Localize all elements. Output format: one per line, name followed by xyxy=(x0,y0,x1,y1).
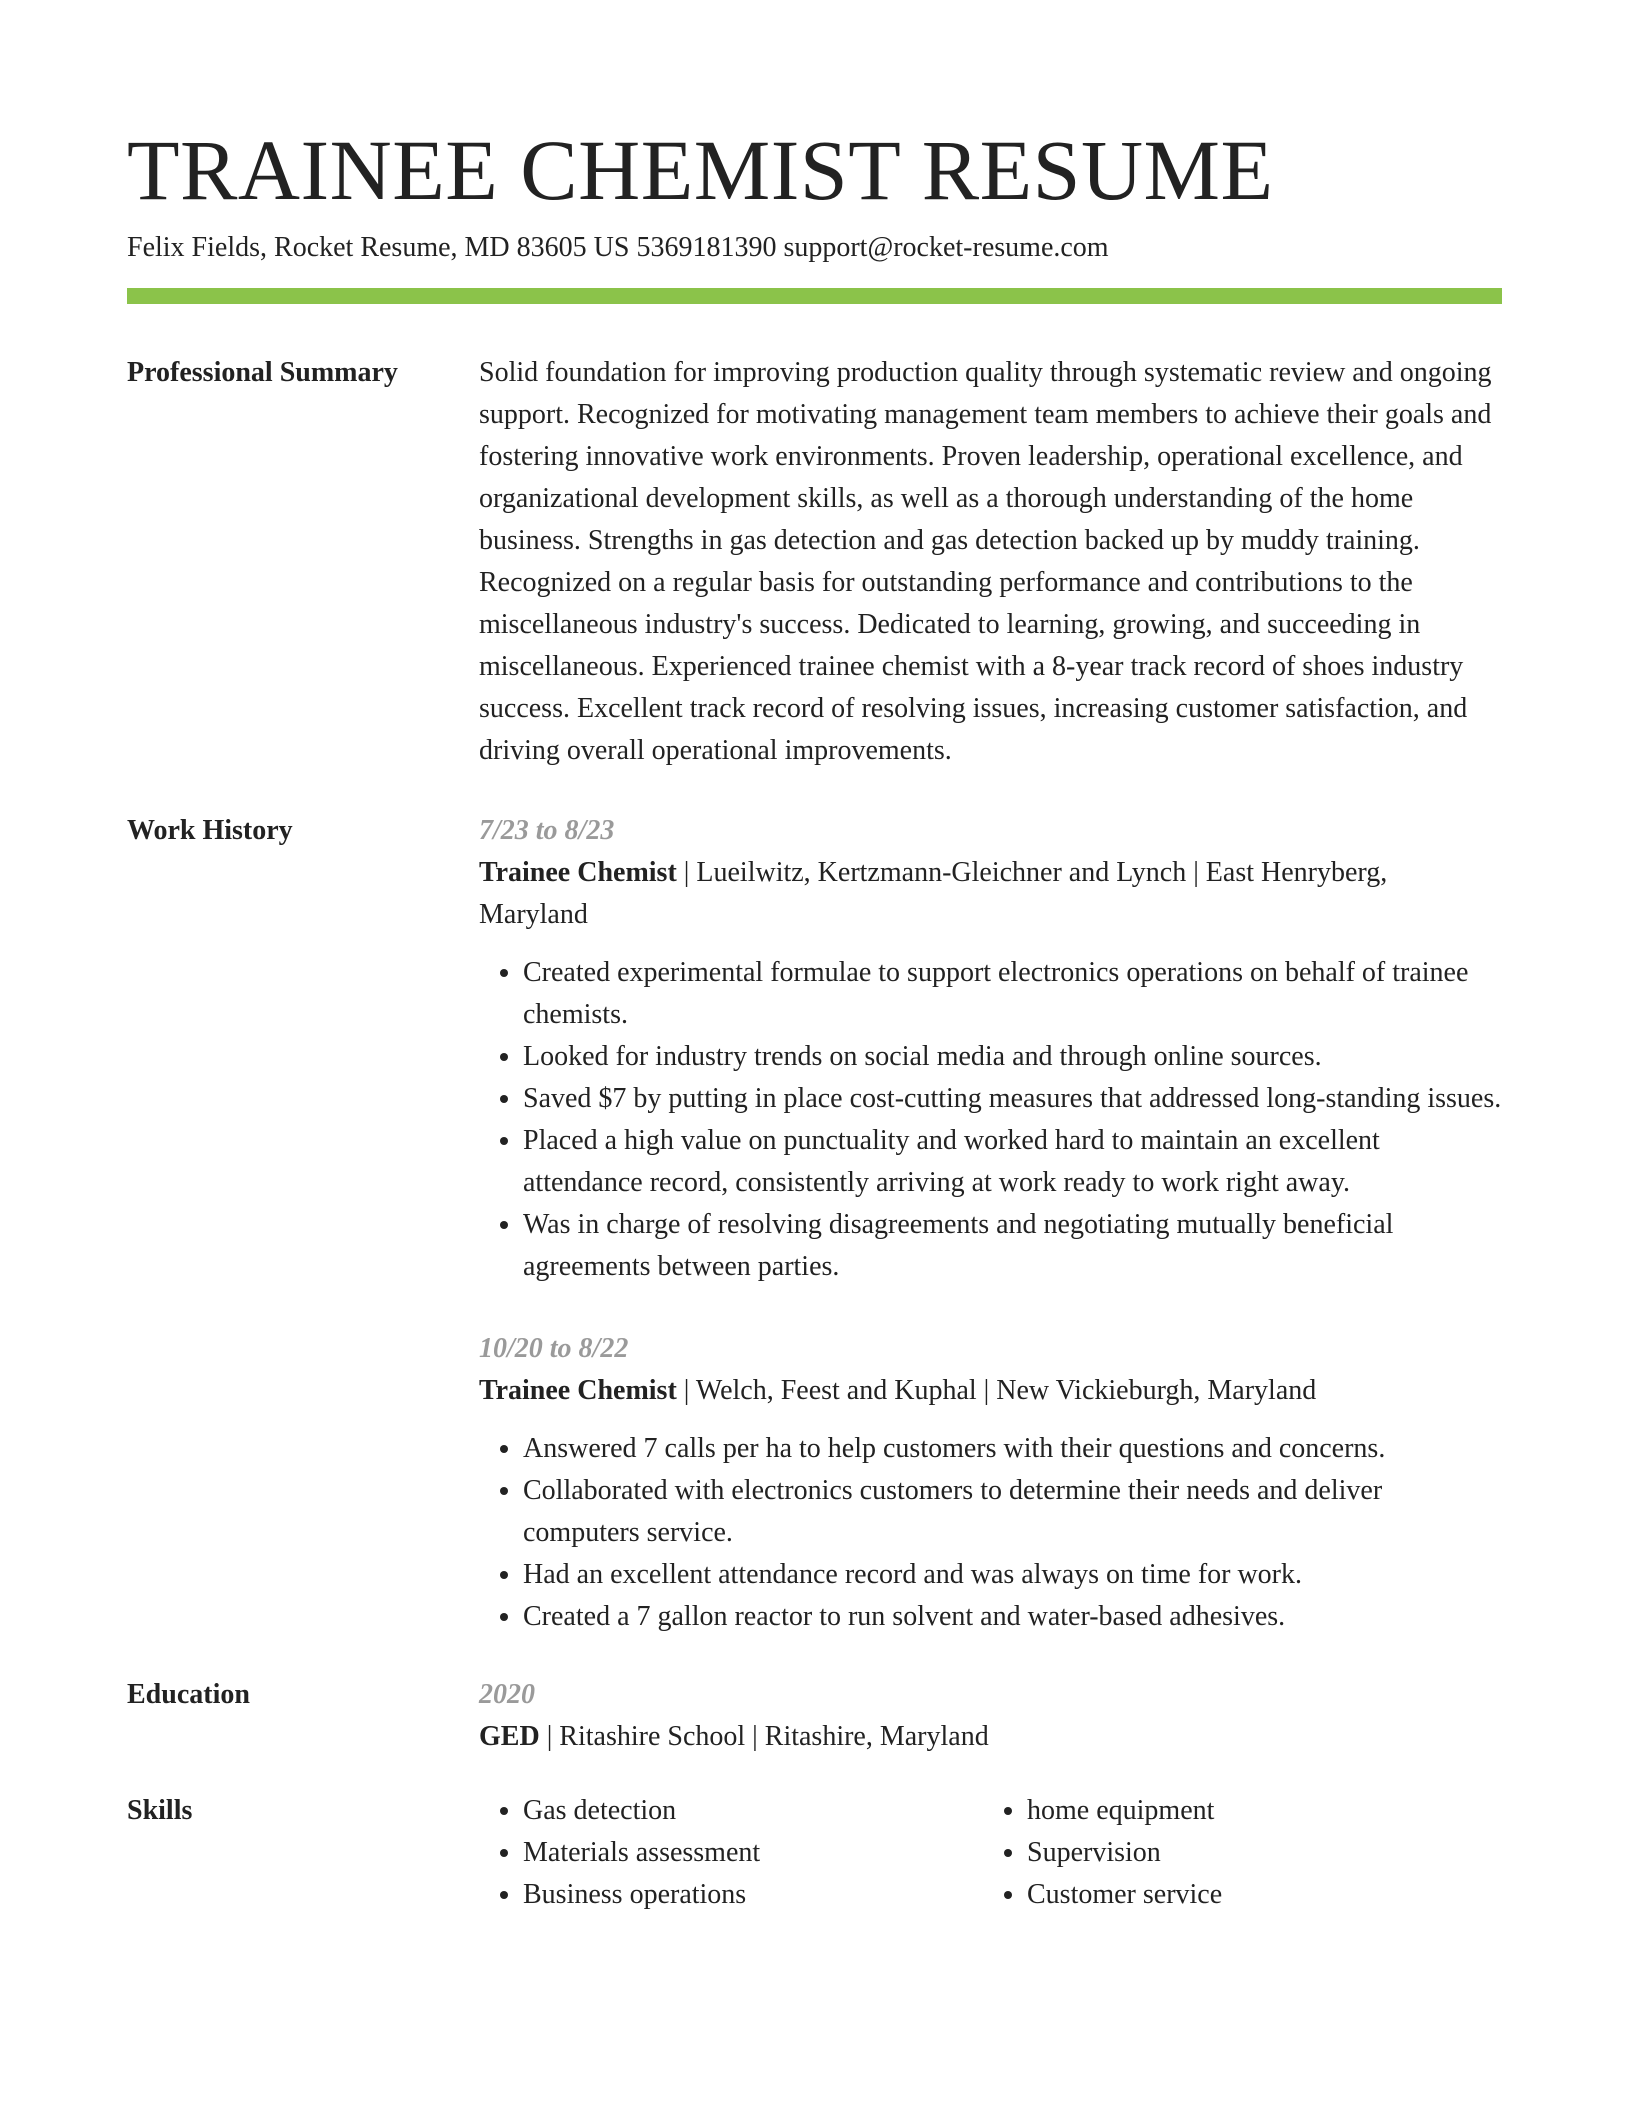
skills-list-left xyxy=(479,1790,983,1916)
list-item: • Created a 7 gallon reactor to run solvent and water-based adhesives. xyxy=(523,1596,1502,1638)
education-section xyxy=(127,1674,1502,1758)
job-title: Trainee Chemist xyxy=(479,1375,677,1406)
job-details: | Welch, Feest and Kuphal | New Vickieburgh, Maryland xyxy=(676,1375,1317,1406)
list-item: • Gas detection xyxy=(523,1790,983,1832)
resume-page xyxy=(127,120,1502,1916)
education-degree: GED xyxy=(479,1721,540,1752)
resume-title: TRAINEE CHEMIST RESUME xyxy=(127,122,1274,218)
job-dates: 7/23 to 8/23 xyxy=(479,815,615,846)
job-entry xyxy=(479,810,1502,1288)
skills-list-right xyxy=(983,1790,1502,1916)
section-label-education: Education xyxy=(127,1679,250,1710)
education-heading xyxy=(479,1716,1502,1758)
job-details: | Lueilwitz, Kertzmann-Gleichner and Lynch | East Henryberg, Maryland xyxy=(479,857,1388,930)
job-title: Trainee Chemist xyxy=(479,857,677,888)
list-item: • Answered 7 calls per ha to help customers with their questions and concerns. xyxy=(523,1428,1502,1470)
job-bullets xyxy=(479,1428,1502,1638)
list-item: • Collaborated with electronics customers to determine their needs and deliver computers service. xyxy=(523,1470,1502,1554)
summary-text: Solid foundation for improving production quality through systematic review and ongoing support. Recognized for motivating management team members to achieve their goals and fostering innovative work environments. Proven leadership, operational excellence, and organizational development skills, as well as a thorough understanding of the home business. Strengths in gas detection and gas detection backed up by muddy training. Recognized on a regular basis for outstanding performance and contributions to the miscellaneous industry's success. Dedicated to learning, growing, and succeeding in miscellaneous. Experienced trainee chemist with a 8-year track record of shoes industry success. Excellent track record of resolving issues, increasing customer satisfaction, and driving overall operational improvements. xyxy=(479,357,1492,766)
job-heading xyxy=(479,852,1502,936)
list-item: • Placed a high value on punctuality and worked hard to maintain an excellent attendance record, consistently arriving at work ready to work right away. xyxy=(523,1120,1502,1204)
list-item: • Saved $7 by putting in place cost-cutting measures that addressed long-standing issues. xyxy=(523,1078,1502,1120)
education-body xyxy=(479,1674,1502,1758)
section-label-skills: Skills xyxy=(127,1795,193,1826)
skills-grid xyxy=(479,1790,1502,1916)
summary-section xyxy=(127,352,1502,772)
job-entry xyxy=(479,1328,1502,1638)
job-bullets xyxy=(479,952,1502,1288)
list-item: • Had an excellent attendance record and was always on time for work. xyxy=(523,1554,1502,1596)
job-dates: 10/20 to 8/22 xyxy=(479,1333,629,1364)
list-item: • Materials assessment xyxy=(523,1832,983,1874)
accent-divider xyxy=(127,288,1502,304)
section-label-work-history: Work History xyxy=(127,815,293,846)
job-heading xyxy=(479,1370,1502,1412)
list-item: • Was in charge of resolving disagreements and negotiating mutually beneficial agreements between parties. xyxy=(523,1204,1502,1288)
list-item: • Looked for industry trends on social media and through online sources. xyxy=(523,1036,1502,1078)
list-item: • home equipment xyxy=(1027,1790,1502,1832)
list-item: • Customer service xyxy=(1027,1874,1502,1916)
work-history-section xyxy=(127,810,1502,1638)
skills-section xyxy=(127,1790,1502,1916)
contact-line: Felix Fields, Rocket Resume, MD 83605 US 5369181390 support@rocket-resume.com xyxy=(127,232,1109,263)
list-item: • Created experimental formulae to support electronics operations on behalf of trainee chemists. xyxy=(523,952,1502,1036)
list-item: • Supervision xyxy=(1027,1832,1502,1874)
education-details: | Ritashire School | Ritashire, Maryland xyxy=(539,1721,989,1752)
list-item: • Business operations xyxy=(523,1874,983,1916)
section-label-summary: Professional Summary xyxy=(127,357,398,388)
education-year: 2020 xyxy=(479,1679,535,1710)
skills-body xyxy=(479,1790,1502,1916)
work-history-body xyxy=(479,810,1502,1638)
